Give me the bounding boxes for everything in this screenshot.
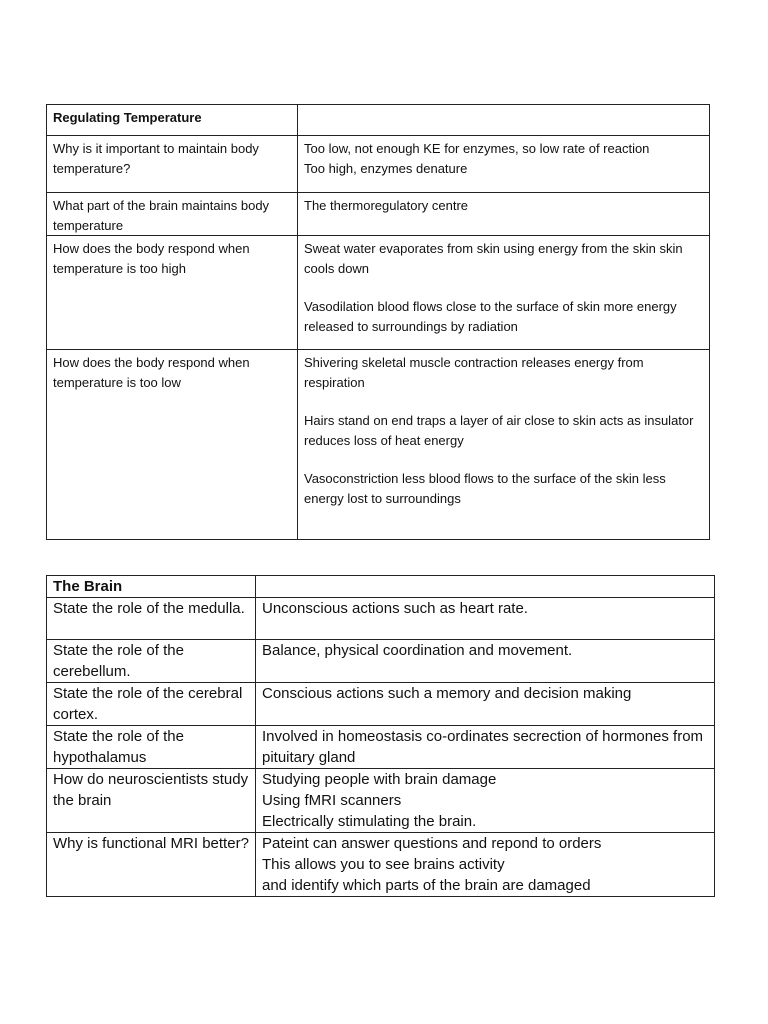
question-text: Why is it important to maintain body temperature? [53, 141, 259, 176]
question-text: State the role of the medulla. [53, 600, 245, 617]
answer-line: Electrically stimulating the brain. [262, 813, 477, 830]
brain-table [46, 575, 715, 897]
table-row [47, 598, 715, 640]
answer-cell [298, 236, 710, 350]
answer-line: and identify which parts of the brain are damaged [262, 877, 591, 894]
answer-line: Conscious actions such a memory and decision making [262, 685, 632, 702]
answer-line: Balance, physical coordination and movement. [262, 642, 573, 659]
question-text: Why is functional MRI better? [53, 835, 249, 852]
answer-line: Unconscious actions such as heart rate. [262, 600, 528, 617]
table-header-empty-cell [298, 105, 710, 136]
answer-paragraph: Vasoconstriction less blood flows to the surface of the skin less energy lost to surroundings [304, 471, 666, 506]
answer-line: Too low, not enough KE for enzymes, so low rate of reaction [304, 141, 650, 156]
question-cell [47, 350, 298, 540]
table-row [47, 136, 710, 193]
question-cell [47, 726, 256, 769]
table-header-row [47, 105, 710, 136]
table-row [47, 726, 715, 769]
question-cell [47, 769, 256, 833]
answer-line: Pateint can answer questions and repond to orders [262, 835, 602, 852]
question-text: State the role of the cerebral cortex. [53, 685, 243, 723]
answer-cell [256, 598, 715, 640]
answer-line: Using fMRI scanners [262, 792, 402, 809]
question-text: How do neuroscientists study the brain [53, 771, 249, 809]
answer-line: Too high, enzymes denature [304, 160, 468, 176]
answer-line: The thermoregulatory centre [304, 198, 469, 213]
answer-cell [298, 350, 710, 540]
table-header-cell [47, 576, 256, 598]
answer-cell [256, 833, 715, 897]
question-cell [47, 833, 256, 897]
answer-paragraph: Hairs stand on end traps a layer of air close to skin acts as insulator reduces loss of heat energy [304, 413, 694, 448]
answer-line: Studying people with brain damage [262, 771, 497, 788]
table-row [47, 236, 710, 350]
table-header-empty-cell [256, 576, 715, 598]
answer-cell [256, 683, 715, 726]
answer-cell [256, 726, 715, 769]
question-text: What part of the brain maintains body temperature [53, 198, 270, 233]
question-cell [47, 598, 256, 640]
question-text: How does the body respond when temperature is too high [53, 241, 250, 276]
table-title: Regulating Temperature [53, 110, 202, 125]
answer-paragraph: Shivering skeletal muscle contraction releases energy from respiration [304, 355, 644, 390]
question-cell [47, 193, 298, 236]
question-cell [47, 136, 298, 193]
answer-cell [298, 193, 710, 236]
answer-cell [256, 769, 715, 833]
table-title: The Brain [53, 578, 123, 595]
table-header-row [47, 576, 715, 598]
regulating-temperature-table [46, 104, 710, 540]
question-cell [47, 640, 256, 683]
answer-line: Involved in homeostasis co-ordinates secrection of hormones from pituitary gland [262, 728, 704, 766]
table-row [47, 193, 710, 236]
table-row [47, 350, 710, 540]
question-text: How does the body respond when temperature is too low [53, 355, 250, 390]
table-row [47, 833, 715, 897]
answer-line: This allows you to see brains activity [262, 856, 505, 873]
answer-cell [298, 136, 710, 193]
table-header-cell [47, 105, 298, 136]
answer-paragraph: Vasodilation blood flows close to the surface of skin more energy released to surroundings by radiation [304, 299, 677, 334]
question-text: State the role of the hypothalamus [53, 728, 184, 766]
question-text: State the role of the cerebellum. [53, 642, 184, 680]
table-row [47, 769, 715, 833]
question-cell [47, 236, 298, 350]
answer-paragraph: Sweat water evaporates from skin using energy from the skin skin cools down [304, 241, 683, 276]
table-row [47, 683, 715, 726]
table-row [47, 640, 715, 683]
question-cell [47, 683, 256, 726]
answer-cell [256, 640, 715, 683]
